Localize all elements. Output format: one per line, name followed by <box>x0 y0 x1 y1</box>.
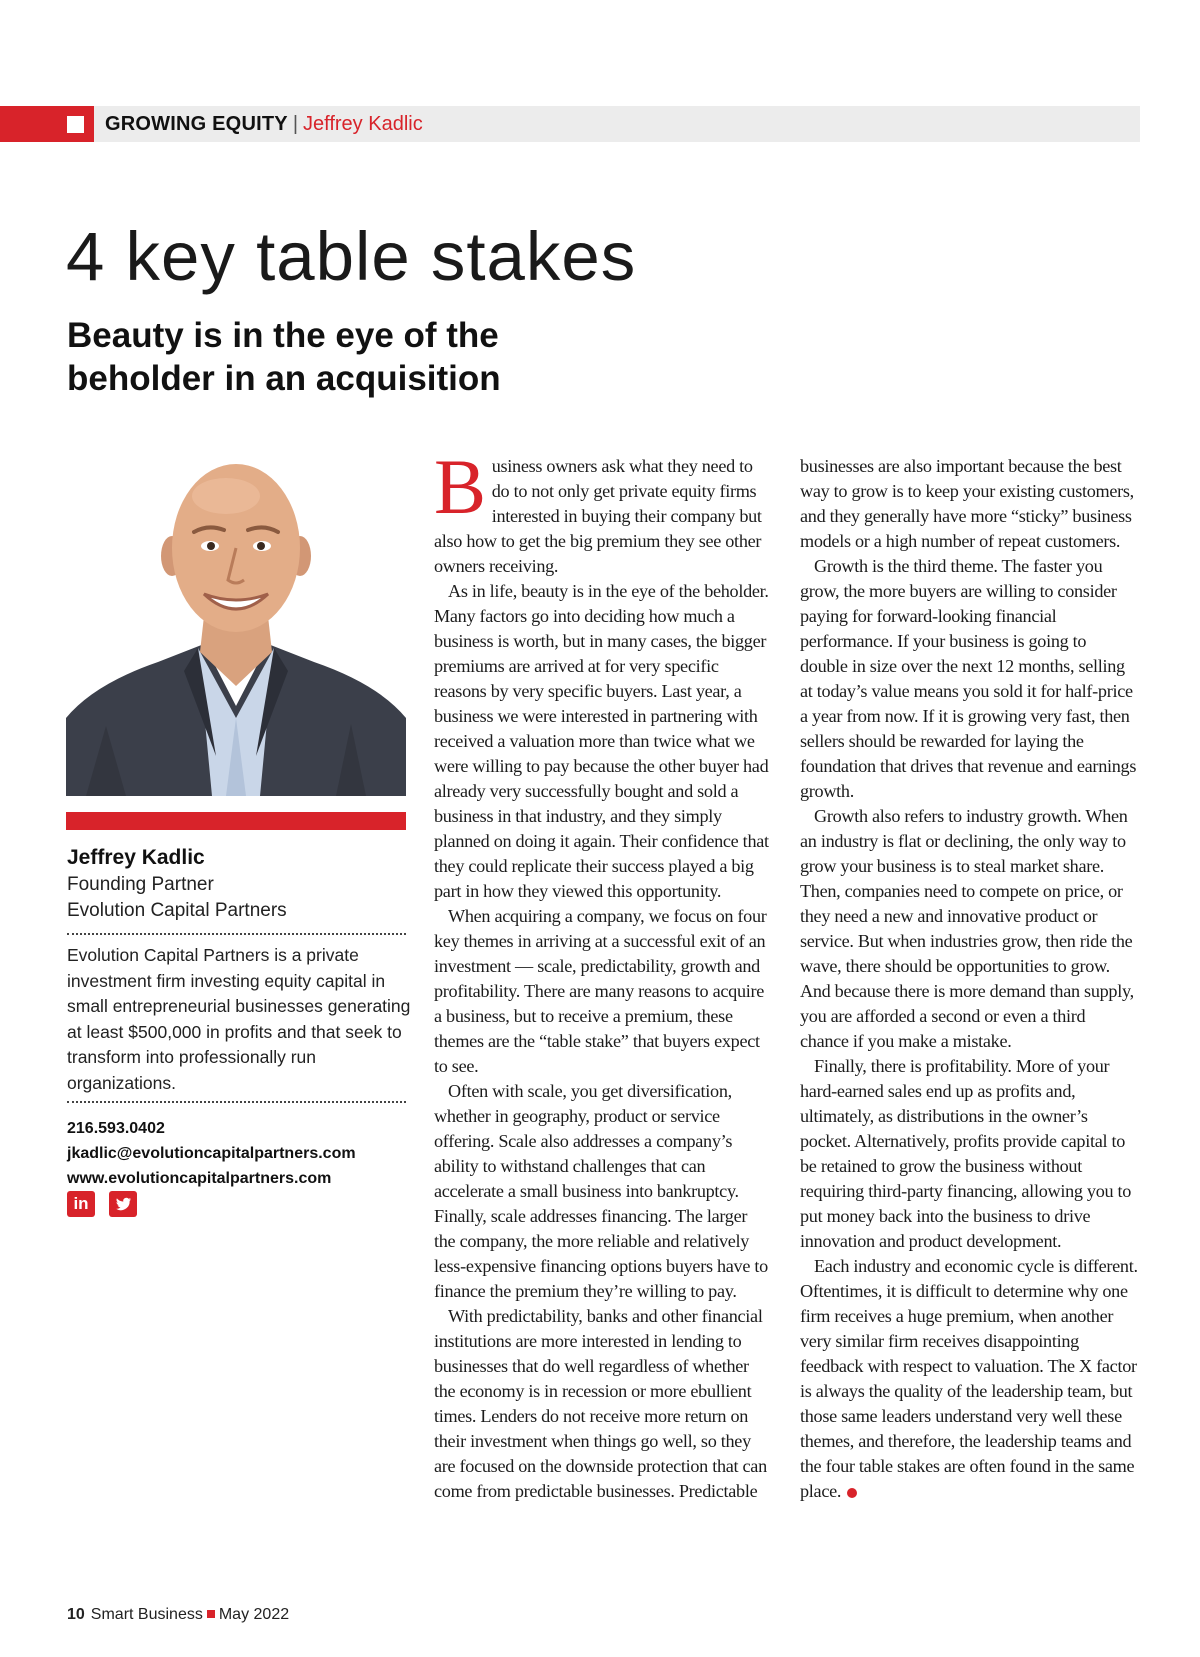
section-square-icon <box>67 116 84 133</box>
section-label: GROWING EQUITY <box>105 113 288 135</box>
article-paragraph: Often with scale, you get diversification, whether in geography, product or service offering. Scale also addresses a company’s ability to withstand challenges that can accelerate a small business into bankruptcy. Finally, scale addresses financing. The larger the company, the more reliable and relatively less-expensive financing options buyers have to finance the premium they’re willing to pay. <box>434 1081 768 1301</box>
article-paragraph: With predictability, banks and other financial institutions are more interested in lending to businesses that do well regardless of whether the economy is in recession or more ebullient times. Lenders do not receive more return on their investment when things go well, so they are focused on the downside protection that can come from predictable businesses. Predictable <box>434 1306 767 1501</box>
article-paragraph: Finally, there is profitability. More of your hard-earned sales end up as profits and, ultimately, as distributions in the owner’s pocket. Alternatively, profits provide capital to be retained to grow the business without requiring third-party financing, allowing you to put money back into the business to drive innovation and product development. <box>800 1056 1132 1251</box>
twitter-bird-icon <box>109 1191 137 1217</box>
article-paragraph <box>800 1254 1138 1504</box>
publication-name: Smart Business <box>90 1606 203 1623</box>
end-mark-icon <box>847 1488 857 1498</box>
article-column-1 <box>434 443 772 1504</box>
page-title: 4 key table stakes <box>66 218 637 295</box>
bio-firm: Evolution Capital Partners <box>67 900 287 921</box>
section-header <box>105 106 423 142</box>
linkedin-icon[interactable]: in <box>67 1191 95 1217</box>
article-paragraph: Growth is the third theme. The faster you grow, the more buyers are willing to consider paying for forward-looking financial performance. If your business is going to double in size over the next 12 months, selling at today’s value means you sold it for half-price a year from now. If it is growing very fast, then sellers should be rewarded for laying the foundation that drives that revenue and earnings growth. <box>800 556 1137 801</box>
bio-description: Evolution Capital Partners is a private investment firm investing equity capital in small entrepreneurial businesses generating at least $500,000 in profits and that seek to transform into professionally run organizations. <box>67 945 411 1093</box>
contact-email[interactable]: jkadlic@evolutioncapitalpartners.com <box>67 1145 356 1162</box>
author-portrait-illustration <box>66 456 406 796</box>
article-paragraph: When acquiring a company, we focus on four key themes in arriving at a successful exit of an investment — scale, predictability, growth and profitability. There are many reasons to acquire a business, but to receive a premium, these themes are the “table stake” that buyers expect to see. <box>434 906 767 1076</box>
bio-name: Jeffrey Kadlic <box>67 846 205 869</box>
bio-divider <box>67 933 406 935</box>
subtitle: Beauty is in the eye of the beholder in an acquisition <box>67 316 501 398</box>
article-paragraph: Growth also refers to industry growth. When an industry is flat or declining, the only way to grow your business is to steal market share. Then, companies need to compete on price, or they need a new and innovative product or service. But when industries grow, then ride the wave, there should be opportunities to grow. And because there is more demand than supply, you are afforded a second or even a third chance if you make a mistake. <box>800 806 1134 1051</box>
page-footer <box>67 1606 289 1624</box>
page-number: 10 <box>67 1606 85 1623</box>
bio-role: Founding Partner <box>67 874 214 895</box>
article-paragraph: As in life, beauty is in the eye of the beholder. Many factors go into deciding how much a business is worth, but in many cases, the bigger premiums are arrived at for very specific reasons by very specific buyers. Last year, a business we were interested in partnering with received a valuation more than twice what we were willing to pay because the other buyer had already very successfully bought and sold a business in that industry, and they simply planned on doing it again. Their confidence that they could replicate their success played a big part in how they viewed this opportunity. <box>434 581 769 901</box>
section-separator: | <box>292 113 299 135</box>
article-paragraph <box>434 443 772 579</box>
contact-divider <box>67 1101 406 1103</box>
drop-cap: B <box>434 443 486 530</box>
article-paragraph: businesses are also important because the best way to grow is to keep your existing customers, and they generally have more “sticky” business models or a high number of repeat customers. <box>800 456 1134 551</box>
author-photo <box>66 456 406 796</box>
twitter-icon[interactable] <box>109 1191 137 1217</box>
paragraph-text: usiness owners ask what they need to do to not only get private equity firms interested in buying their company but also how to get the big premium they see other owners receiving. <box>434 456 762 576</box>
footer-square-icon <box>207 1610 215 1618</box>
contact-phone[interactable]: 216.593.0402 <box>67 1120 165 1137</box>
paragraph-text: Each industry and economic cycle is different. Oftentimes, it is difficult to determine why one firm receives a huge premium, when another very similar firm receives disappointing feedback with respect to valuation. The X factor is always the quality of the leadership team, but those same leaders understand very well these themes, and therefore, the leadership teams and the four table stakes are often found in the same place. <box>800 1256 1138 1501</box>
photo-accent-bar <box>66 812 406 830</box>
contact-website[interactable]: www.evolutioncapitalpartners.com <box>67 1170 332 1187</box>
section-author: Jeffrey Kadlic <box>303 113 423 135</box>
issue-date: May 2022 <box>218 1606 290 1623</box>
article-column-2 <box>800 454 1138 1504</box>
